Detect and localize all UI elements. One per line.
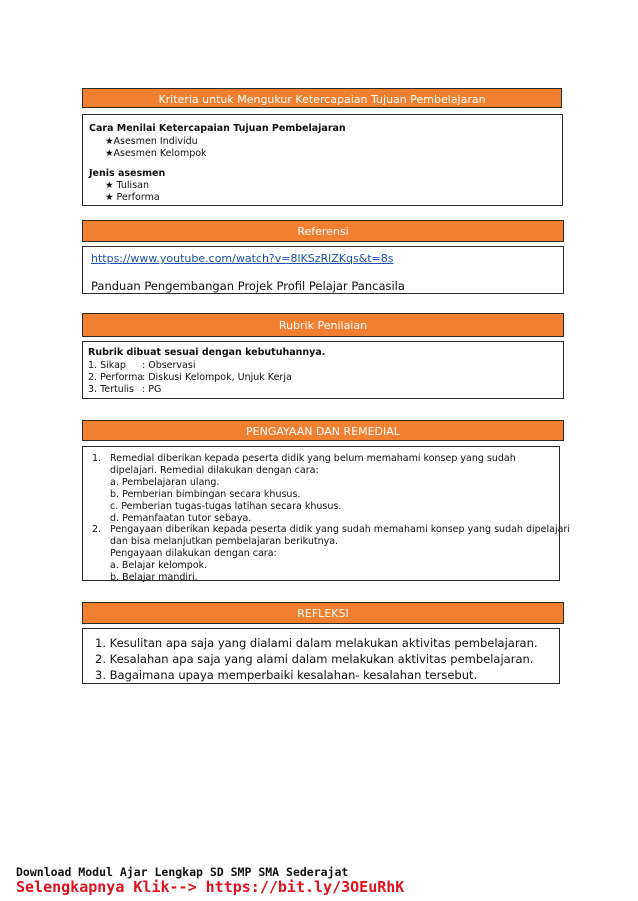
list-item-text: dipelajari. Remedial dilakukan dengan cara: [110,465,319,476]
rubrik-item-label: 2. Performa [88,372,144,383]
list-item: 1. Kesulitan apa saja yang dialami dalam melakukan aktivitas pembelajaran. [95,636,538,650]
rubrik-item-value: : PG [142,384,162,395]
referensi-text: Panduan Pengembangan Projek Profil Pelajar Pancasila [91,279,405,293]
footer-download-text: Download Modul Ajar Lengkap SD SMP SMA Sederajat [16,865,349,879]
jenis-title: Jenis asesmen [89,168,166,179]
list-item-text: Remedial diberikan kepada peserta didik yang belum memahami konsep yang sudah [110,453,516,464]
rubrik-title: Rubrik dibuat sesuai dengan kebutuhannya. [88,347,326,358]
list-item-text: a. Pembelajaran ulang. [110,477,220,488]
pengayaan-box [82,446,570,583]
cara-item: ★Asesmen Kelompok [105,148,207,159]
list-item-text: a. Belajar kelompok. [110,560,208,571]
referensi-header: Referensi [82,220,564,242]
list-item-text: Pengayaan diberikan kepada peserta didik yang sudah memahami konsep yang sudah dipelajari [110,524,570,535]
rubrik-header: Rubrik Penilaian [82,313,564,337]
rubrik-item-label: 3. Tertulis [88,384,134,395]
rubrik-item-value: : Observasi [142,360,196,371]
kriteria-box [82,114,563,206]
list-item-text: d. Pemanfaatan tutor sebaya. [110,513,252,524]
list-item-text: b. Pemberian bimbingan secara khusus. [110,489,301,500]
rubrik-item-label: 1. Sikap [88,360,126,371]
cara-title: Cara Menilai Ketercapaian Tujuan Pembelajaran [89,123,346,134]
list-item: 3. Bagaimana upaya memperbaiki kesalahan- kesalahan tersebut. [95,668,478,682]
list-item: 2. Kesalahan apa saja yang alami dalam melakukan aktivitas pembelajaran. [95,652,534,666]
refleksi-box [82,628,560,684]
cara-item: ★Asesmen Individu [105,136,198,147]
footer-link[interactable]: Selengkapnya Klik--> https://bit.ly/3OEuRhK [16,878,405,896]
list-item-text: c. Pemberian tugas-tugas latihan secara khusus. [110,501,342,512]
kriteria-header: Kriteria untuk Mengukur Ketercapaian Tujuan Pembelajaran [82,88,562,108]
rubrik-item-value: : Diskusi Kelompok, Unjuk Kerja [142,372,292,383]
list-item-number: 2. [92,524,102,535]
referensi-link[interactable]: https://www.youtube.com/watch?v=8lKSzRlZKqs&t=8s [91,252,394,265]
referensi-box [82,246,564,294]
pengayaan-header: PENGAYAAN DAN REMEDIAL [82,420,564,441]
list-item-number: 1. [92,453,102,464]
list-item-text: Pengayaan dilakukan dengan cara: [110,548,277,559]
list-item-text: dan bisa melanjutkan pembelajaran berikutnya. [110,536,339,547]
jenis-item: ★ Performa [105,192,160,203]
refleksi-header: REFLEKSI [82,602,564,624]
jenis-item: ★ Tulisan [105,180,149,191]
rubrik-box [82,341,564,399]
list-item-text: b. Belajar mandiri. [110,572,198,583]
